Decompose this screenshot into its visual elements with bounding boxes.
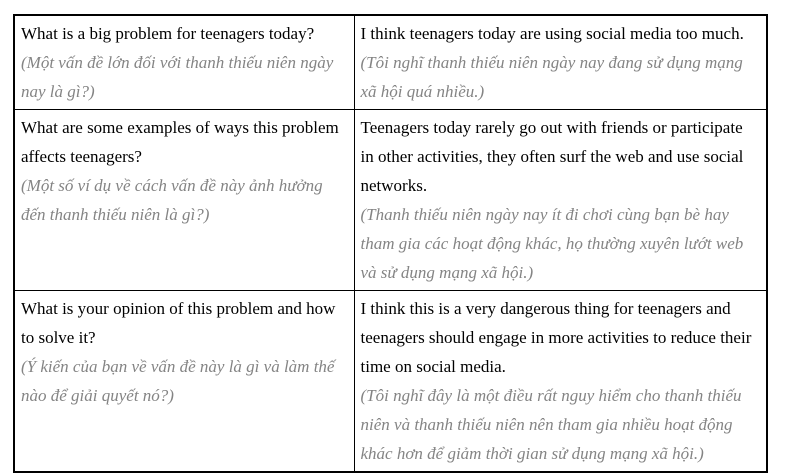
- question-english: What are some examples of ways this problem affects teenagers?: [21, 118, 339, 166]
- question-vietnamese-translation: (Một số ví dụ về cách vấn đề này ảnh hưởng đến thanh thiếu niên là gì?): [21, 176, 323, 224]
- question-answer-table: [13, 14, 768, 473]
- answer-vietnamese-translation: (Tôi nghĩ đây là một điều rất nguy hiểm cho thanh thiếu niên và thanh thiếu niên nên tham gia nhiều hoạt động khác hơn để giảm thời gian sử dụng mạng xã hội.): [360, 386, 742, 463]
- question-vietnamese-translation: (Một vấn đề lớn đối với thanh thiếu niên ngày nay là gì?): [21, 53, 334, 101]
- answer-vietnamese-translation: (Tôi nghĩ thanh thiếu niên ngày nay đang sử dụng mạng xã hội quá nhiều.): [360, 53, 743, 101]
- answer-english: Teenagers today rarely go out with friends or participate in other activities, they often surf the web and use social networks.: [360, 118, 744, 195]
- question-cell: [14, 291, 354, 473]
- answer-cell: [354, 291, 767, 473]
- question-cell: [14, 110, 354, 291]
- answer-english: I think teenagers today are using social media too much.: [360, 24, 744, 43]
- answer-english: I think this is a very dangerous thing for teenagers and teenagers should engage in more activities to reduce their time on social media.: [360, 299, 752, 376]
- question-cell: [14, 15, 354, 110]
- question-english: What is a big problem for teenagers today?: [21, 24, 315, 43]
- table-row: [14, 15, 767, 110]
- question-english: What is your opinion of this problem and how to solve it?: [21, 299, 336, 347]
- table-row: [14, 110, 767, 291]
- question-vietnamese-translation: (Ý kiến của bạn về vấn đề này là gì và làm thế nào để giải quyết nó?): [21, 357, 335, 405]
- answer-cell: [354, 15, 767, 110]
- answer-vietnamese-translation: (Thanh thiếu niên ngày nay ít đi chơi cùng bạn bè hay tham gia các hoạt động khác, họ thường xuyên lướt web và sử dụng mạng xã hội.): [360, 205, 744, 282]
- answer-cell: [354, 110, 767, 291]
- table-row: [14, 291, 767, 473]
